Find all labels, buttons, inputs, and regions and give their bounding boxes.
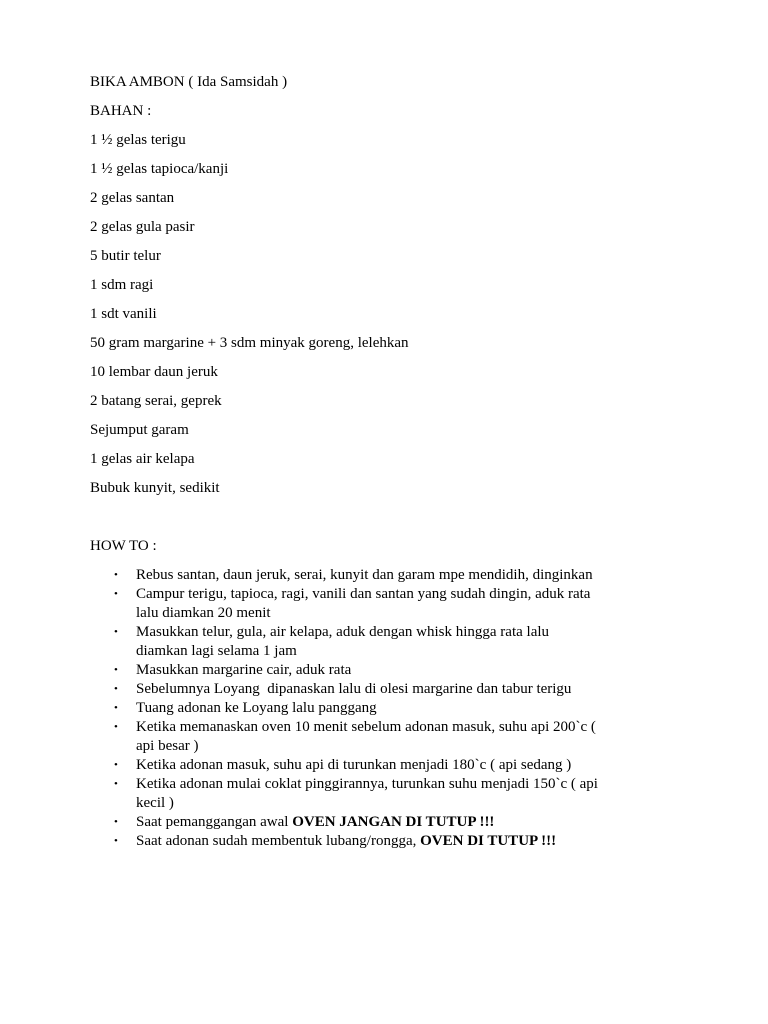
step-text-continued: api besar ) xyxy=(136,738,199,754)
howto-step xyxy=(90,832,690,851)
bullet-icon: • xyxy=(114,569,118,581)
step-text: Masukkan telur, gula, air kelapa, aduk dengan whisk hingga rata lalu xyxy=(136,624,550,640)
bullet-icon: • xyxy=(114,664,118,676)
ingredient-item: 2 batang serai, geprek xyxy=(90,393,222,409)
ingredient-item: Sejumput garam xyxy=(90,422,189,438)
bullet-icon: • xyxy=(114,759,118,771)
ingredient-item: 1 ½ gelas terigu xyxy=(90,132,186,148)
step-text: Campur terigu, tapioca, ragi, vanili dan santan yang sudah dingin, aduk rata xyxy=(136,586,591,602)
howto-step xyxy=(90,699,690,718)
step-text: Ketika adonan mulai coklat pinggirannya, turunkan suhu menjadi 150`c ( api xyxy=(136,776,598,792)
howto-step xyxy=(90,680,690,699)
bullet-icon: • xyxy=(114,835,118,847)
step-text-continued: diamkan lagi selama 1 jam xyxy=(136,643,297,659)
ingredient-item: 1 sdm ragi xyxy=(90,277,154,293)
bullet-icon: • xyxy=(114,588,118,600)
step-text-continued: kecil ) xyxy=(136,795,174,811)
bullet-icon: • xyxy=(114,721,118,733)
step-text: Saat adonan sudah membentuk lubang/rongga, xyxy=(136,833,421,849)
howto-step xyxy=(90,623,690,661)
howto-step xyxy=(90,566,690,585)
ingredient-item: Bubuk kunyit, sedikit xyxy=(90,480,220,496)
howto-heading: HOW TO : xyxy=(90,538,157,554)
ingredient-item: 2 gelas gula pasir xyxy=(90,219,195,235)
step-text: Ketika memanaskan oven 10 menit sebelum adonan masuk, suhu api 200`c ( xyxy=(136,719,596,735)
step-warning-text: OVEN DI TUTUP !!! xyxy=(420,833,557,849)
ingredient-item: 2 gelas santan xyxy=(90,190,175,206)
bullet-icon: • xyxy=(114,778,118,790)
ingredient-item: 10 lembar daun jeruk xyxy=(90,364,218,380)
step-text: Sebelumnya Loyang dipanaskan lalu di olesi margarine dan tabur terigu xyxy=(136,681,572,697)
step-text: Masukkan margarine cair, aduk rata xyxy=(136,662,352,678)
step-text-continued: lalu diamkan 20 menit xyxy=(136,605,271,621)
step-text: Ketika adonan masuk, suhu api di turunkan menjadi 180`c ( api sedang ) xyxy=(136,757,572,773)
howto-step xyxy=(90,775,690,813)
ingredient-item: 1 sdt vanili xyxy=(90,306,157,322)
bullet-icon: • xyxy=(114,816,118,828)
ingredient-item: 50 gram margarine + 3 sdm minyak goreng, lelehkan xyxy=(90,335,409,351)
ingredient-item: 1 gelas air kelapa xyxy=(90,451,195,467)
howto-step xyxy=(90,585,690,623)
howto-step xyxy=(90,756,690,775)
step-text: Rebus santan, daun jeruk, serai, kunyit dan garam mpe mendidih, dinginkan xyxy=(136,567,593,583)
howto-step xyxy=(90,813,690,832)
bullet-icon: • xyxy=(114,626,118,638)
step-text: Saat pemanggangan awal xyxy=(136,814,293,830)
step-text: Tuang adonan ke Loyang lalu panggang xyxy=(136,700,377,716)
ingredient-item: 1 ½ gelas tapioca/kanji xyxy=(90,161,229,177)
step-warning-text: OVEN JANGAN DI TUTUP !!! xyxy=(292,814,495,830)
bullet-icon: • xyxy=(114,683,118,695)
bahan-heading: BAHAN : xyxy=(90,103,152,119)
bullet-icon: • xyxy=(114,702,118,714)
recipe-title: BIKA AMBON ( Ida Samsidah ) xyxy=(90,74,288,90)
howto-step xyxy=(90,661,690,680)
howto-list xyxy=(90,566,690,851)
ingredient-item: 5 butir telur xyxy=(90,248,161,264)
howto-step xyxy=(90,718,690,756)
